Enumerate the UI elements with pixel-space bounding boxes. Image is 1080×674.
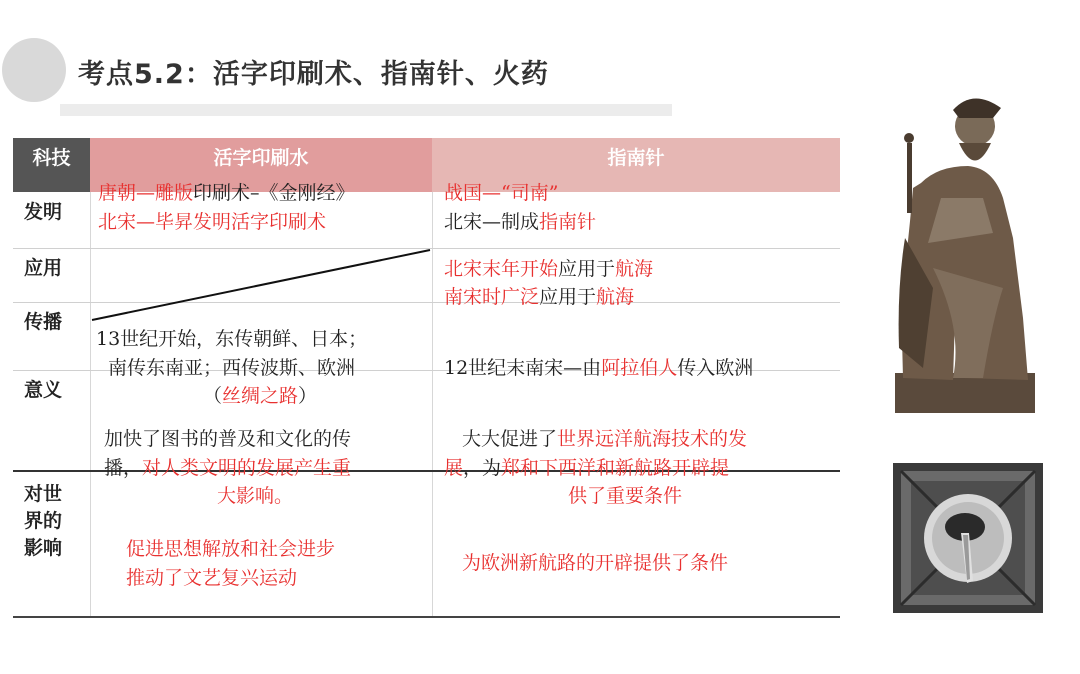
row-label-impact-line3: 影响 <box>24 537 63 559</box>
row-label-application: 应用 <box>24 257 63 279</box>
header-cell-tech: 科技 <box>13 138 90 192</box>
table-bottom-border <box>13 616 840 618</box>
application-compass-line2: 南宋时广泛应用于航海 <box>444 286 635 308</box>
meaning-printing-line3: 大影响。 <box>217 485 294 507</box>
header-cell-printing: 活字印刷水 <box>90 138 432 192</box>
invention-printing-line1: 唐朝—雕版印刷术–《金刚经》 <box>98 182 355 204</box>
invention-compass-line2: 北宋—制成指南针 <box>444 211 597 233</box>
sinan-compass-image <box>893 463 1043 613</box>
row-label-impact-line2: 界的 <box>24 510 63 532</box>
empty-cell-diagonal <box>90 248 432 323</box>
impact-printing-line2: 推动了文艺复兴运动 <box>126 567 298 589</box>
row-label-meaning: 意义 <box>24 379 63 401</box>
invention-compass-line1: 战国—“司南” <box>444 182 559 204</box>
impact-printing-line1: 促进思想解放和社会进步 <box>126 538 336 560</box>
meaning-printing-line1: 加快了图书的普及和文化的传 <box>104 428 352 450</box>
spread-printing-line2: 南传东南亚；西传波斯、欧洲 <box>108 357 356 379</box>
row-label-spread: 传播 <box>24 311 63 333</box>
row-label-invention: 发明 <box>24 201 63 223</box>
meaning-compass-line1: 大大促进了世界远洋航海技术的发 <box>462 428 748 450</box>
spread-printing-line3: （丝绸之路） <box>203 385 318 407</box>
invention-printing-line2: 北宋—毕昇发明活字印刷术 <box>98 211 327 233</box>
meaning-compass-line2: 展，为郑和下西洋和新航路开辟提 <box>444 457 730 479</box>
spread-printing-line1: 13世纪开始，东传朝鲜、日本； <box>96 328 368 350</box>
title-decoration-circle <box>2 38 66 102</box>
header-cell-compass: 指南针 <box>432 138 840 192</box>
meaning-compass-line3: 供了重要条件 <box>568 485 683 507</box>
title-underline-bar <box>60 104 672 116</box>
spread-compass-line1: 12世纪末南宋—由阿拉伯人传入欧洲 <box>444 357 754 379</box>
column-divider-2 <box>432 192 433 617</box>
impact-compass-line1: 为欧洲新航路的开辟提供了条件 <box>462 552 729 574</box>
page-title: 考点5.2：活字印刷术、指南针、火药 <box>78 59 549 90</box>
bi-sheng-statue-image <box>893 88 1047 413</box>
row-label-impact-line1: 对世 <box>24 483 63 505</box>
application-compass-line1: 北宋末年开始应用于航海 <box>444 258 654 280</box>
meaning-printing-line2: 播，对人类文明的发展产生重 <box>104 457 352 479</box>
